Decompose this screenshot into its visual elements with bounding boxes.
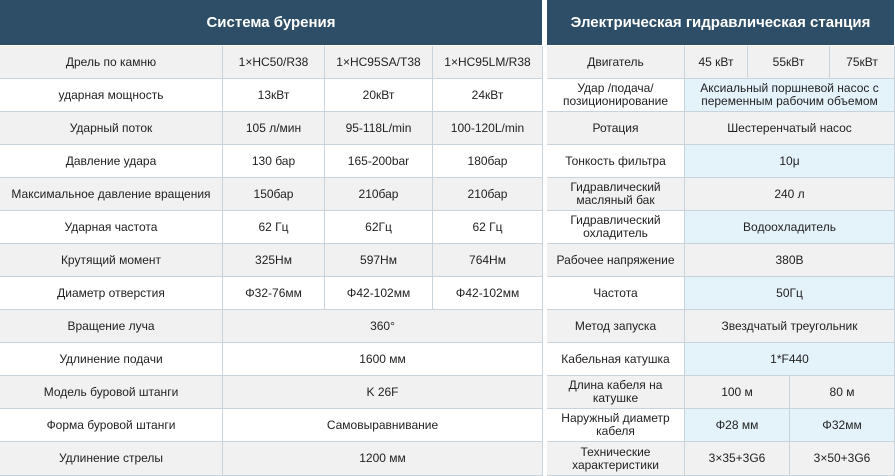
left-row-label: Модель буровой штанги — [0, 376, 223, 409]
right-table-title: Электрическая гидравлическая станция — [547, 0, 895, 46]
left-row-label: Дрель по камню — [0, 46, 223, 79]
left-row-label: Максимальное давление вращения — [0, 178, 223, 211]
left-row-value: 1×HC95SA/T38 — [325, 46, 433, 79]
right-row-value: Шестеренчатый насос — [685, 112, 895, 145]
left-row-value: 150бар — [223, 178, 325, 211]
left-row-value: Φ42-102мм — [433, 277, 543, 310]
left-row-value: 597Нм — [325, 244, 433, 277]
right-row-label: Гидравлический масляный бак — [547, 178, 685, 211]
right-row-value: Водоохладитель — [685, 211, 895, 244]
left-row-value: 1×HC50/R38 — [223, 46, 325, 79]
right-row-value: Аксиальный поршневой насос с переменным рабочим объемом — [685, 79, 895, 112]
right-row-label: Технические характеристики — [547, 442, 685, 476]
right-row-value: 100 м — [685, 376, 790, 409]
left-row-label: Ударный поток — [0, 112, 223, 145]
left-row-value: 13кВт — [223, 79, 325, 112]
right-row-label: Рабочее напряжение — [547, 244, 685, 277]
right-row-label: Метод запуска — [547, 310, 685, 343]
left-row-value: Самовыравнивание — [223, 409, 543, 442]
right-row-value: Звездчатый треугольник — [685, 310, 895, 343]
left-row-value: 1200 мм — [223, 442, 543, 476]
right-row-value: 3×35+3G6 — [685, 442, 790, 476]
left-row-value: 1600 мм — [223, 343, 543, 376]
left-row-value: 100-120L/min — [433, 112, 543, 145]
left-row-value: 20кВт — [325, 79, 433, 112]
right-row-label: Гидравлический охладитель — [547, 211, 685, 244]
left-row-value: 325Нм — [223, 244, 325, 277]
right-row-value: 3×50+3G6 — [790, 442, 895, 476]
left-row-label: Диаметр отверстия — [0, 277, 223, 310]
right-row-value: Φ28 мм — [685, 409, 790, 442]
left-row-value: 1×HC95LM/R38 — [433, 46, 543, 79]
left-row-label: Ударная частота — [0, 211, 223, 244]
left-row-value: 130 бар — [223, 145, 325, 178]
right-row-value: 50Гц — [685, 277, 895, 310]
right-row-label: Тонкость фильтра — [547, 145, 685, 178]
left-table-title: Система бурения — [0, 0, 543, 46]
left-row-value: 210бар — [325, 178, 433, 211]
left-row-value: 105 л/мин — [223, 112, 325, 145]
right-row-value: 55кВт — [748, 46, 830, 79]
left-row-value: 360° — [223, 310, 543, 343]
left-row-label: Крутящий момент — [0, 244, 223, 277]
left-row-value: K 26F — [223, 376, 543, 409]
right-row-value: 240 л — [685, 178, 895, 211]
left-row-label: Вращение луча — [0, 310, 223, 343]
left-row-value: 210бар — [433, 178, 543, 211]
left-row-value: Φ32-76мм — [223, 277, 325, 310]
right-row-label: Ротация — [547, 112, 685, 145]
right-row-value: 1*F440 — [685, 343, 895, 376]
right-row-label: Двигатель — [547, 46, 685, 79]
left-row-value: 24кВт — [433, 79, 543, 112]
left-row-value: 764Нм — [433, 244, 543, 277]
right-row-value: 380В — [685, 244, 895, 277]
left-row-label: Давление удара — [0, 145, 223, 178]
left-row-label: Удлинение подачи — [0, 343, 223, 376]
right-row-value: 75кВт — [830, 46, 895, 79]
right-row-label: Удар /подача/ позиционирование — [547, 79, 685, 112]
left-row-label: Удлинение стрелы — [0, 442, 223, 476]
right-row-value: Φ32мм — [790, 409, 895, 442]
left-row-value: 62 Гц — [223, 211, 325, 244]
right-row-label: Частота — [547, 277, 685, 310]
left-row-value: 62Гц — [325, 211, 433, 244]
right-row-label: Длина кабеля на катушке — [547, 376, 685, 409]
left-row-value: 62 Гц — [433, 211, 543, 244]
left-row-value: 165-200bar — [325, 145, 433, 178]
right-row-label: Наружный диаметр кабеля — [547, 409, 685, 442]
right-row-value: 10μ — [685, 145, 895, 178]
left-row-value: Φ42-102мм — [325, 277, 433, 310]
right-row-value: 45 кВт — [685, 46, 748, 79]
right-row-value: 80 м — [790, 376, 895, 409]
left-row-label: Форма буровой штанги — [0, 409, 223, 442]
left-row-value: 95-118L/min — [325, 112, 433, 145]
left-row-value: 180бар — [433, 145, 543, 178]
right-row-label: Кабельная катушка — [547, 343, 685, 376]
left-row-label: ударная мощность — [0, 79, 223, 112]
